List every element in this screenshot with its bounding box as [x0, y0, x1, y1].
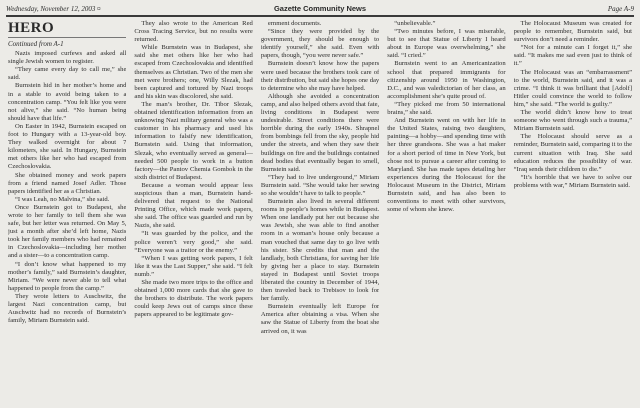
paragraph: Once Burnstein got to Budapest, she wrote to her family to tell them she was safe, but her letter was returned. On May 5, just a month after she’d left home, Nazis took her family members who had remained in Czechoslovakia—including her mother and a sister—to a concentration camp.: [8, 203, 127, 260]
issue-date: Wednesday, November 12, 2003 ¤: [6, 5, 101, 13]
article-kicker: HERO: [8, 20, 126, 38]
article-body: [8, 20, 632, 404]
paragraph: “Since they were provided by the government, they should be enough to identify yourself,” she said. Even with papers, though, “you were never safe.”: [260, 28, 380, 60]
paragraph: The Holocaust Museum was created for people to remember, Burnstein said, but survivors don’t need a reminder.: [513, 20, 633, 44]
paragraph: Because a woman would appear less suspicious than a man, Burnstein hand-delivered that request to the National Printing Office, which made work papers, she said. The office was guarded and run by Nazis, she said.: [134, 181, 253, 230]
page-number: Page A-9: [607, 5, 634, 13]
paragraph: “I don’t know what happened to my mother’s family,” said Burnstein’s daughter, Miriam. “We were never able to tell what happened to people from the camp.”: [8, 260, 127, 292]
article-column-2: [134, 20, 252, 404]
paragraph: “unbelievable.”: [394, 20, 436, 27]
paragraph: ernment documents.: [267, 20, 322, 27]
paragraph: The Holocaust was an “embarrassment” to the world, Burnstein said, and it was a crime. “I think it was brilliant that [Adolf] Hitler could convince the world to follow him,” she said. “The world is guilty.”: [513, 68, 633, 108]
paragraph: The Holocaust should serve as a reminder, Burnstein said, comparing it to the current situation with Iraq. She said education reduces the possibility of war. “Iraq sends their children to die.”: [513, 133, 633, 173]
paragraph: They wrote letters to Auschwitz, the largest Nazi concentration camp, but Auschwitz had no records of Burnstein’s family, Miriam Burnstein said.: [8, 292, 127, 325]
paragraph: “They picked me from 50 international brains,” she said.: [387, 100, 506, 117]
paragraph: “They came every day to call me,” she said.: [8, 66, 127, 82]
article-column-1: [8, 20, 126, 404]
page-header: [6, 3, 634, 15]
paragraph: “When I was getting work papers, I felt like it was the Last Supper,” she said. “I felt numb.”: [134, 254, 253, 278]
newspaper-name: Gazette Community News: [273, 4, 367, 13]
paragraph: The world didn’t know how to treat someone who went through such a trauma,” Miriam Burnstein said.: [513, 109, 633, 133]
paragraph: The man’s brother, Dr. Tibor Slezak, obtained identification information from an unknowing Nazi military general who was a customer in his pharmacy and used his information to falsify new identification, Burnstein said. Using that information, Slezak, who eventually served as general—needed 500 people to work in a button factory—the Pantov Chemia Gombok in the sixth district of Budapest.: [134, 100, 253, 181]
article-column-3: [261, 20, 379, 404]
continued-from-label: Continued from A-1: [8, 40, 64, 48]
paragraph: Burnstein went to an Americanization school that prepared immigrants for citizenship around 1950 in Washington, D.C., and was valedictorian of her class, an accomplishment she’s quite proud of.: [387, 60, 506, 100]
paragraph: “I was Leah, no Malvina,” she said.: [15, 195, 110, 203]
paragraph: “They had to live underground,” Miriam Burnstein said. “She would take her sewing so she wouldn’t have to talk to people.”: [260, 173, 380, 197]
paragraph: “It’s horrible that we have to solve our problems with war,” Miriam Burnstein said.: [513, 173, 633, 189]
article-column-4: [387, 20, 505, 404]
paragraph: On Easter in 1942, Burnstein escaped on foot to Hungary with a 13-year-old boy. They walked overnight for about 7 kilometers, she said. In Hungary, Burnstein met others like her who had escaped from Czechoslovakia.: [8, 122, 127, 171]
paragraph: They also wrote to the American Red Cross Tracing Service, but no results were returned.: [134, 20, 253, 44]
paragraph: And Burnstein went on with her life in the United States, raising two daughters, painting—a hobby—and spending time with her three grandsons. She was a hat maker for a short period of time in New York, but chose not to pursue a career after coming to Maryland. She has made tapes detailing her experiences during the Holocaust for the Holocaust Museum in the District, Miriam Burnstein said, and has also been to conventions to meet with other survivors, some of whom she knew.: [387, 117, 506, 214]
article-column-5: [514, 20, 632, 404]
header-rule: [6, 15, 634, 17]
paragraph: Nazis imposed curfews and asked all single Jewish women to register.: [8, 50, 127, 66]
paragraph: Burnstein hid in her mother’s home and in a stable to avoid being taken to a concentration camp. “You felt like you were not alive,” she said. “No human being should have that life.”: [8, 82, 127, 122]
paragraph: She made two more trips to the office and obtained 1,000 more cards that she gave to the brothers to distribute. The work papers could keep Jews out of camps since these papers appeared to be legitimate gov-: [134, 279, 253, 319]
paragraph: “Not for a minute can I forget it,” she said. “It makes me sad even just to think of it.”: [513, 44, 633, 68]
paragraph: Burnstein eventually left Europe for America after obtaining a visa. When she saw the Statue of Liberty from the boat she arrived on, it was: [260, 303, 380, 335]
paragraph: She obtained money and work papers from a friend named Josef Adler. Those papers identified her as a Christian.: [8, 171, 127, 195]
paragraph: “Two minutes before, I was miserable, but to see that Statue of Liberty I heard about in Europe was overwhelming,” she said. “I cried.”: [387, 28, 506, 60]
paragraph: Burnstein also lived in several different rooms in people’s homes while in Budapest. When one landlady put her out because she was Jewish, she was able to find another room in a woman’s house only because a man vouched that same day to go live with his sister. She credits that man and the landlady, both Christians, for saving her life by giving her a place to stay. Burnstein stayed in Budapest until Soviet troops liberated the country in December of 1944, then traveled back to Trebisov to look for her family.: [260, 198, 380, 303]
paragraph: Although she avoided a concentration camp, and also helped others avoid that fate, living conditions in Budapest were undesirable. Street conditions there were horrible during the early 1940s. Shrapnel from bombings fell from the sky, people hid under the streets, and when they saw their buildings on fire and the buildings contained dead bodies that eventually began to smell, Burnstein said.: [260, 92, 380, 173]
paragraph: Burnstein doesn’t know how the papers were used because the brothers took care of their distribution, but said she hopes one day to determine who she may have helped.: [260, 60, 380, 92]
paragraph: While Burnstein was in Budapest, she said she met others like her who had escaped from Czechoslovakia and identified themselves as Christian. Two of the men she met were brothers; one, Willy Slezak, had been captured and tortured by Nazi troops and his skin was discolored, she said.: [134, 44, 253, 100]
paragraph: “It was guarded by the police, and the police weren’t very good,” she said. “Everyone was a traitor or the enemy.”: [134, 230, 253, 254]
